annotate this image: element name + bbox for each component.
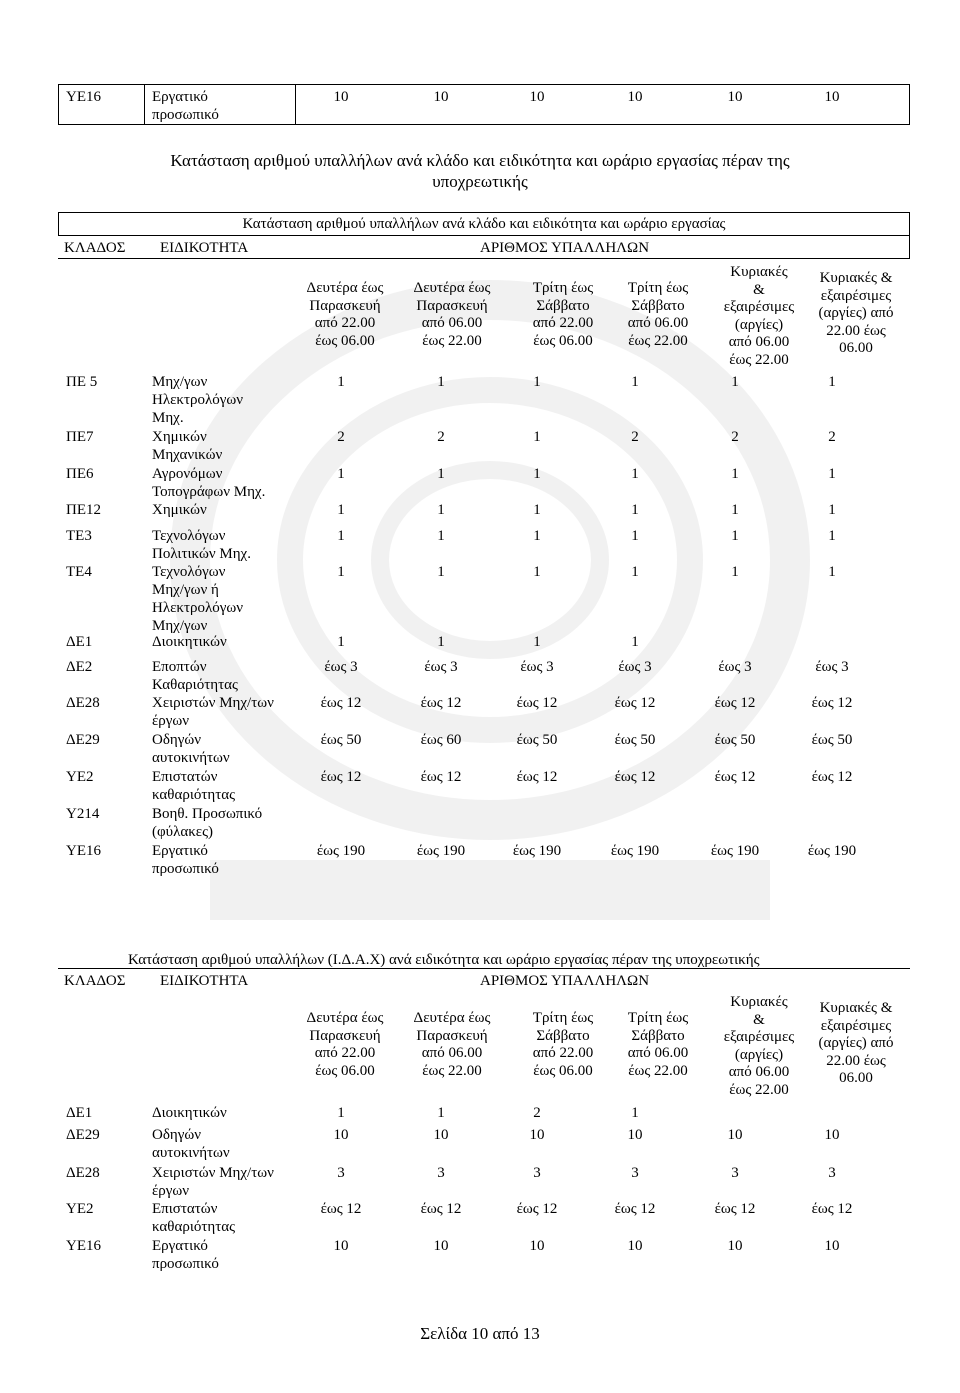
table1-row-value: έως 12 [614,769,656,785]
table1-row-value: 1 [828,502,836,518]
top-row-value: 10 [727,89,743,105]
top-row-value: 10 [529,89,545,105]
table1-row-value: 2 [437,429,445,445]
table1-row-value: 2 [828,429,836,445]
table1-row-name: Χημικών [152,502,207,518]
table1-row-value: 1 [337,374,345,390]
table1-caption: Κατάσταση αριθμού υπαλλήλων ανά κλάδο και ειδικότητα και ωράριο εργασίας [242,216,726,232]
top-row-value: 10 [627,89,643,105]
table1-row-code: ΔΕ2 [66,659,93,675]
table1-row-value: έως 190 [316,843,366,859]
table2-time-header: Κυριακές & εξαιρέσιμες (αργίες) από 22.00 έως 06.00 [818,1000,894,1086]
table1-row-value: 1 [631,502,639,518]
table1-row-name: Επιστατών καθαριότητας [152,769,236,803]
table1-row-value: 1 [731,502,739,518]
table2-col-eidikotita: ΕΙΔΙΚΟΤΗΤΑ [160,973,249,989]
table1-row-value: έως 12 [320,695,362,711]
table1-row-name: Τεχνολόγων Μηχ/γων ή Ηλεκτρολόγων Μηχ/γων [152,564,244,634]
table2-row-value: έως 12 [811,1201,853,1217]
table1-row-code: ΥΕ2 [66,769,94,785]
table2-row-value: έως 12 [614,1201,656,1217]
table1-row-value: 1 [533,564,541,580]
table1-row-value: 1 [337,634,345,650]
table1-row-value: 1 [437,564,445,580]
table1-row-value: έως 3 [618,659,652,675]
table2-row-value: 1 [437,1105,445,1121]
table1-row-value: 1 [437,374,445,390]
table1-row-value: 1 [437,502,445,518]
table2-row-value: 10 [627,1127,643,1143]
table1-row-value: 1 [533,466,541,482]
table1-row-value: 1 [533,374,541,390]
table2-time-header: Δευτέρα έως Παρασκευή από 06.00 έως 22.00 [413,1010,491,1079]
table2-row-value: 3 [533,1165,541,1181]
top-row-code: ΥΕ16 [66,89,101,105]
table2-row-code: ΥΕ2 [66,1201,94,1217]
top-row-value: 10 [333,89,349,105]
table2-row-value: 10 [433,1127,449,1143]
table1-time-header: Δευτέρα έως Παρασκευή από 22.00 έως 06.00 [306,280,384,349]
table2-row-value: έως 12 [420,1201,462,1217]
table1-row-value: έως 50 [714,732,756,748]
table1-row-value: έως 190 [512,843,562,859]
table2-row-value: 10 [727,1238,743,1254]
table1-row-value: 1 [437,634,445,650]
table1-row-value: έως 50 [516,732,558,748]
table1-row-value: έως 3 [815,659,849,675]
table2-row-value: 3 [337,1165,345,1181]
table2-row-value: 10 [627,1238,643,1254]
table2-row-value: 10 [824,1127,840,1143]
table1-row-code: ΠΕ6 [66,466,94,482]
table2-time-header: Δευτέρα έως Παρασκευή από 22.00 έως 06.00 [306,1010,384,1079]
table1-col-arithmos: ΑΡΙΘΜΟΣ ΥΠΑΛΛΗΛΩΝ [480,240,650,256]
table1-row-value: 1 [533,502,541,518]
table2-row-value: 3 [828,1165,836,1181]
table2-time-header: Τρίτη έως Σάββατο από 06.00 έως 22.00 [627,1010,689,1079]
table1-row-value: έως 50 [320,732,362,748]
table1-row-value: έως 12 [714,695,756,711]
table1-row-name: Χημικών Μηχανικών [152,429,223,463]
table1-row-value: 1 [337,466,345,482]
table2-row-value: 2 [533,1105,541,1121]
table1-row-value: 1 [437,528,445,544]
table1-row-value: 1 [337,528,345,544]
table1-row-value: έως 12 [420,695,462,711]
table1-time-header: Τρίτη έως Σάββατο από 22.00 έως 06.00 [532,280,594,349]
table1-row-name: Οδηγών αυτοκινήτων [152,732,230,766]
top-row-value: 10 [824,89,840,105]
table2-time-header: Κυριακές & εξαιρέσιμες (αργίες) από 06.00 έως 22.00 [723,994,795,1098]
table1-row-value: έως 3 [324,659,358,675]
table2-row-value: 10 [529,1238,545,1254]
table2-row-value: 10 [333,1127,349,1143]
table1-row-value: 1 [337,502,345,518]
table1-row-code: ΥΕ16 [66,843,101,859]
table1-row-code: Υ214 [66,806,100,822]
table1-row-value: έως 12 [320,769,362,785]
table1-row-code: ΠΕ 5 [66,374,98,390]
table2-row-name: Διοικητικών [152,1105,227,1121]
table1-time-header: Κυριακές & εξαιρέσιμες (αργίες) από 22.00 έως 06.00 [818,270,894,356]
table1-row-value: 1 [828,374,836,390]
table1-row-value: έως 190 [610,843,660,859]
table1-row-value: 1 [533,528,541,544]
page-footer: Σελίδα 10 από 13 [420,1324,540,1343]
top-row-value: 10 [433,89,449,105]
table1-row-value: έως 12 [811,769,853,785]
table1-row-value: έως 3 [718,659,752,675]
table1-col-klados: ΚΛΑΔΟΣ [64,240,126,256]
table2-caption: Κατάσταση αριθμού υπαλλήλων (Ι.Δ.Α.Χ) ανά ειδικότητα και ωράριο εργασίας πέραν της υποχρεωτικής [128,952,760,968]
table1-col-eidikotita: ΕΙΔΙΚΟΤΗΤΑ [160,240,249,256]
table1-row-value: έως 50 [811,732,853,748]
table1-row-value: 1 [828,528,836,544]
table2-row-value: έως 12 [320,1201,362,1217]
table1-row-code: ΠΕ7 [66,429,94,445]
table1-row-name: Διοικητικών [152,634,227,650]
table1-time-header: Κυριακές & εξαιρέσιμες (αργίες) από 06.00 έως 22.00 [723,264,795,368]
table1-row-name: Αγρονόμων Τοπογράφων Μηχ. [152,466,266,500]
table1-row-value: 1 [631,528,639,544]
table1-row-name: Χειριστών Μηχ/των έργων [152,695,274,729]
table2-row-value: 10 [433,1238,449,1254]
table1-row-value: έως 3 [424,659,458,675]
table1-row-value: έως 12 [516,695,558,711]
table2-row-value: 3 [631,1165,639,1181]
table1-row-name: Εποπτών Καθαριότητας [152,659,238,693]
table2-row-code: ΔΕ29 [66,1127,100,1143]
table2-row-value: 10 [529,1127,545,1143]
table1-row-value: 1 [533,634,541,650]
table1-row-code: ΔΕ1 [66,634,93,650]
table1-row-value: έως 50 [614,732,656,748]
table2-row-value: έως 12 [516,1201,558,1217]
table1-row-value: 1 [437,466,445,482]
table1-row-name: Εργατικό προσωπικό [152,843,219,877]
table2-row-value: 10 [727,1127,743,1143]
table1-time-header: Δευτέρα έως Παρασκευή από 06.00 έως 22.00 [413,280,491,349]
table1-row-value: έως 12 [420,769,462,785]
table2-row-code: ΥΕ16 [66,1238,101,1254]
table1-row-value: έως 12 [516,769,558,785]
table1-row-value: έως 60 [420,732,462,748]
table1-row-value: έως 3 [520,659,554,675]
table2-row-value: 3 [437,1165,445,1181]
table1-row-value: έως 12 [614,695,656,711]
table1-row-name: Μηχ/γων Ηλεκτρολόγων Μηχ. [152,374,244,426]
table1-row-value: 1 [731,528,739,544]
table1-row-code: ΠΕ12 [66,502,101,518]
table1-row-value: 2 [337,429,345,445]
table2-row-code: ΔΕ1 [66,1105,93,1121]
table1-row-name: Τεχνολόγων Πολιτικών Μηχ. [152,528,251,562]
table1-row-value: 2 [731,429,739,445]
table1-row-code: ΔΕ28 [66,695,100,711]
table2-row-value: 10 [333,1238,349,1254]
table1-row-code: ΔΕ29 [66,732,100,748]
table2-row-name: Επιστατών καθαριότητας [152,1201,236,1235]
table1-row-value: 1 [731,564,739,580]
table1-row-value: 1 [828,564,836,580]
table2-row-value: 3 [731,1165,739,1181]
table1-row-value: 1 [731,466,739,482]
table1-row-value: έως 12 [811,695,853,711]
table2-time-header: Τρίτη έως Σάββατο από 22.00 έως 06.00 [532,1010,594,1079]
table1-row-value: έως 190 [416,843,466,859]
table2-row-name: Χειριστών Μηχ/των έργων [152,1165,274,1199]
table2-row-code: ΔΕ28 [66,1165,100,1181]
table2-col-arithmos: ΑΡΙΘΜΟΣ ΥΠΑΛΛΗΛΩΝ [480,973,650,989]
top-row-name: Εργατικό προσωπικό [152,89,219,123]
table1-row-value: 1 [631,634,639,650]
table1-row-code: ΤΕ3 [66,528,92,544]
table1-row-value: έως 12 [714,769,756,785]
table1-row-value: 2 [631,429,639,445]
table2-row-name: Εργατικό προσωπικό [152,1238,219,1272]
table1-row-value: 1 [731,374,739,390]
table1-row-value: 1 [631,466,639,482]
table1-time-header: Τρίτη έως Σάββατο από 06.00 έως 22.00 [627,280,689,349]
table1-row-name: Βοηθ. Προσωπικό (φύλακες) [152,806,263,840]
table1-row-value: 1 [631,564,639,580]
table2-row-value: 1 [631,1105,639,1121]
table2-row-name: Οδηγών αυτοκινήτων [152,1127,230,1161]
table2-row-value: 1 [337,1105,345,1121]
table1-row-value: έως 190 [710,843,760,859]
table1-row-code: ΤΕ4 [66,564,92,580]
table1-row-value: έως 190 [807,843,857,859]
table1-row-value: 1 [828,466,836,482]
table1-row-value: 1 [337,564,345,580]
table1-row-value: 1 [533,429,541,445]
table2-col-klados: ΚΛΑΔΟΣ [64,973,126,989]
table2-row-value: 10 [824,1238,840,1254]
main-title: Κατάσταση αριθμού υπαλλήλων ανά κλάδο και ειδικότητα και ωράριο εργασίας πέραν της υποχρεωτικής [170,151,790,191]
table1-row-value: 1 [631,374,639,390]
table2-row-value: έως 12 [714,1201,756,1217]
